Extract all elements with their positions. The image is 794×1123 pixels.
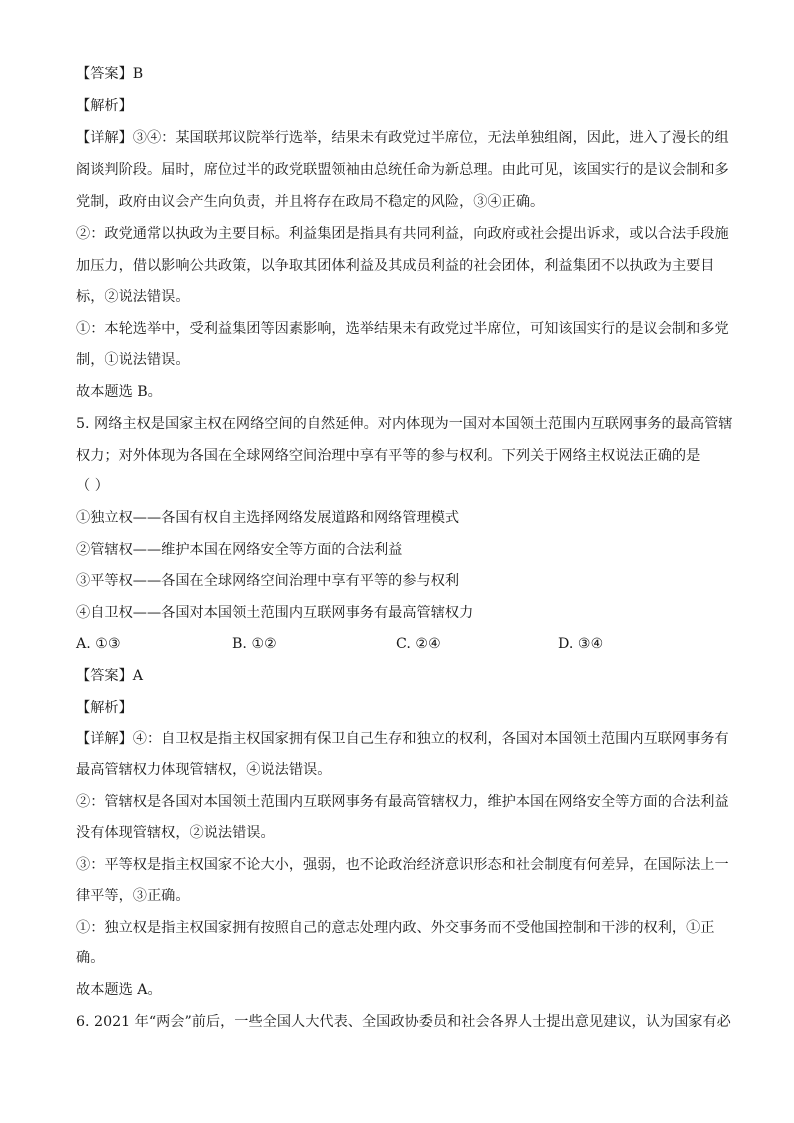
analysis-label-q5: 【解析】 (76, 700, 133, 716)
explanation-line: 没有体现管辖权，②说法错误。 (76, 825, 275, 841)
explanation-line: 律平等，③正确。 (76, 888, 190, 904)
explanation-line: 标，②说法错误。 (76, 289, 190, 305)
answer-line-q5: 【答案】A (76, 668, 143, 684)
explanation-line: 党制，政府由议会产生向负责，并且将存在政局不稳定的风险，③④正确。 (76, 194, 545, 210)
statement-2: ②管辖权——维护本国在网络安全等方面的合法利益 (76, 542, 403, 558)
explanation-line: ②：管辖权是各国对本国领土范围内互联网事务有最高管辖权力，维护本国在网络安全等方面的合法利益 (76, 794, 729, 810)
question-5-stem: 5. 网络主权是国家主权在网络空间的自然延伸。对内体现为一国对本国领土范围内互联网事务的最高管辖 (76, 416, 733, 432)
option-c: C. ②④ (396, 636, 441, 652)
option-d: D. ③④ (558, 636, 604, 652)
explanation-line: 最高管辖权力体现管辖权，④说法错误。 (76, 762, 332, 778)
explanation-line: ②：政党通常以执政为主要目标。利益集团是指具有共同利益，向政府或社会提出诉求，或以合法手段施 (76, 226, 729, 242)
answer-line-q4: 【答案】B (76, 66, 144, 82)
explanation-line: 确。 (76, 950, 105, 966)
answer-blank: （ ） (76, 478, 109, 494)
explanation-line: ①：本轮选举中，受利益集团等因素影响，选举结果未有政党过半席位，可知该国实行的是议会制和多党 (76, 321, 729, 337)
explanation-line: 【详解】④：自卫权是指主权国家拥有保卫自己生存和独立的权利，各国对本国领土范围内互联网事务有 (76, 731, 729, 747)
question-5-stem: 权力；对外体现为各国在全球网络空间治理中享有平等的参与权利。下列关于网络主权说法正确的是 (76, 448, 701, 464)
analysis-label-q4: 【解析】 (76, 98, 133, 114)
explanation-line: 制，①说法错误。 (76, 352, 190, 368)
statement-1: ①独立权——各国有权自主选择网络发展道路和网络管理模式 (76, 510, 460, 526)
explanation-line: 阁谈判阶段。届时，席位过半的政党联盟领袖由总统任命为新总理。由此可见，该国实行的是议会制和多 (76, 162, 729, 178)
option-a: A. ①③ (76, 636, 121, 652)
question-6-stem: 6. 2021 年“两会”前后，一些全国人大代表、全国政协委员和社会各界人士提出意见建议，认为国家有必 (76, 1014, 731, 1030)
statement-3: ③平等权——各国在全球网络空间治理中享有平等的参与权利 (76, 573, 460, 589)
conclusion-line-q4: 故本题选 B。 (76, 384, 162, 400)
explanation-line: ①：独立权是指主权国家拥有按照自己的意志处理内政、外交事务而不受他国控制和干涉的权利，①正 (76, 920, 715, 936)
explanation-line: 加压力，借以影响公共政策，以争取其团体利益及其成员利益的社会团体，利益集团不以执政为主要目 (76, 258, 715, 274)
conclusion-line-q5: 故本题选 A。 (76, 982, 162, 998)
statement-4: ④自卫权——各国对本国领土范围内互联网事务有最高管辖权力 (76, 605, 474, 621)
explanation-line: 【详解】③④：某国联邦议院举行选举，结果未有政党过半席位，无法单独组阁，因此，进入了漫长的组 (76, 130, 729, 146)
explanation-line: ③：平等权是指主权国家不论大小，强弱，也不论政治经济意识形态和社会制度有何差异，在国际法上一 (76, 857, 729, 873)
option-b: B. ①② (232, 636, 277, 652)
